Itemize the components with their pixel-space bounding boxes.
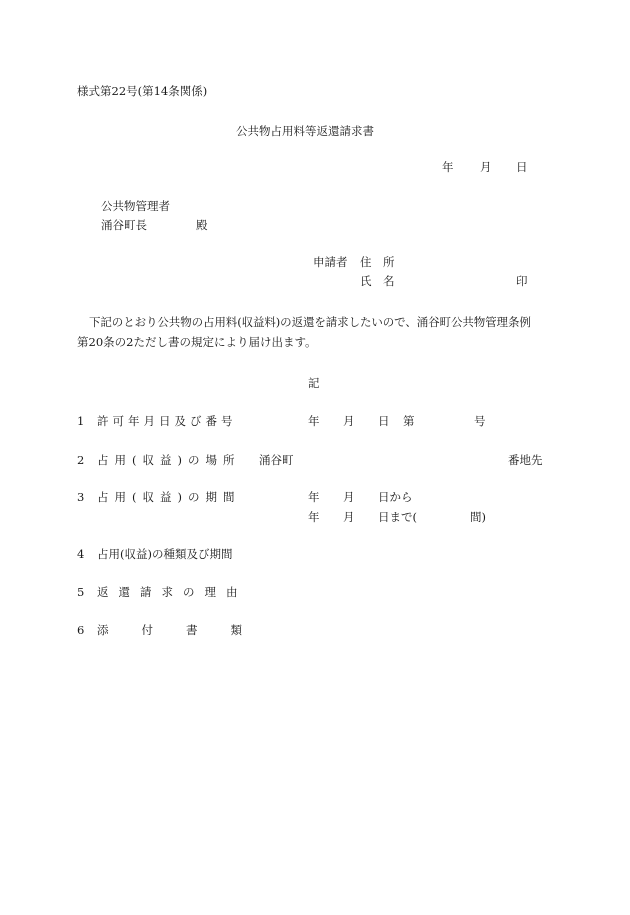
item-3-number: 3 (77, 490, 85, 504)
item-1-month: 月 (343, 414, 355, 428)
item-4-label: 占用(収益)の種類及び期間 (97, 547, 233, 561)
applicant-name-label: 氏 名 (360, 274, 395, 288)
ki-heading: 記 (308, 376, 320, 390)
item-6-label: 添付書類 (97, 623, 275, 637)
item-3-from: 日から (378, 490, 413, 504)
form-number: 様式第22号(第14条関係) (77, 84, 208, 98)
item-1-dai: 第 (403, 414, 415, 428)
item-2-banchi: 番地先 (508, 453, 543, 467)
item-3-period: 間) (470, 510, 486, 524)
addressee-name: 涌谷町長 (101, 218, 147, 232)
item-3-label: 占用(収益)の期間 (97, 490, 241, 504)
applicant-address-label: 住 所 (360, 255, 395, 269)
item-1-go: 号 (474, 414, 486, 428)
item-3-month-from: 月 (343, 490, 355, 504)
addressee-title: 公共物管理者 (101, 199, 170, 213)
body-line-2: 第20条の2ただし書の規定により届け出ます。 (77, 335, 317, 349)
applicant-label: 申請者 (313, 255, 348, 269)
item-3-month-until: 月 (343, 510, 355, 524)
date-year-label: 年 (442, 160, 454, 174)
item-1-day: 日 (378, 414, 390, 428)
item-5-label: 返還請求の理由 (97, 585, 248, 599)
item-3-until: 日まで( (378, 510, 417, 524)
date-month-label: 月 (480, 160, 492, 174)
item-2-town: 涌谷町 (259, 453, 294, 467)
date-day-label: 日 (516, 160, 528, 174)
item-3-year-from: 年 (308, 490, 320, 504)
item-2-number: 2 (77, 453, 85, 467)
item-1-number: 1 (77, 414, 85, 428)
item-3-year-until: 年 (308, 510, 320, 524)
item-6-number: 6 (77, 623, 85, 637)
item-2-label: 占用(収益)の場所 (97, 453, 241, 467)
body-line-1: 下記のとおり公共物の占用料(収益料)の返還を請求したいので、涌谷町公共物管理条例 (89, 315, 531, 329)
applicant-seal: 印 (516, 274, 528, 288)
item-4-number: 4 (77, 547, 85, 561)
item-5-number: 5 (77, 585, 85, 599)
item-1-label: 許可年月日及び番号 (97, 414, 237, 428)
addressee-honorific: 殿 (196, 218, 208, 232)
document-title: 公共物占用料等返還請求書 (236, 124, 374, 138)
item-1-year: 年 (308, 414, 320, 428)
